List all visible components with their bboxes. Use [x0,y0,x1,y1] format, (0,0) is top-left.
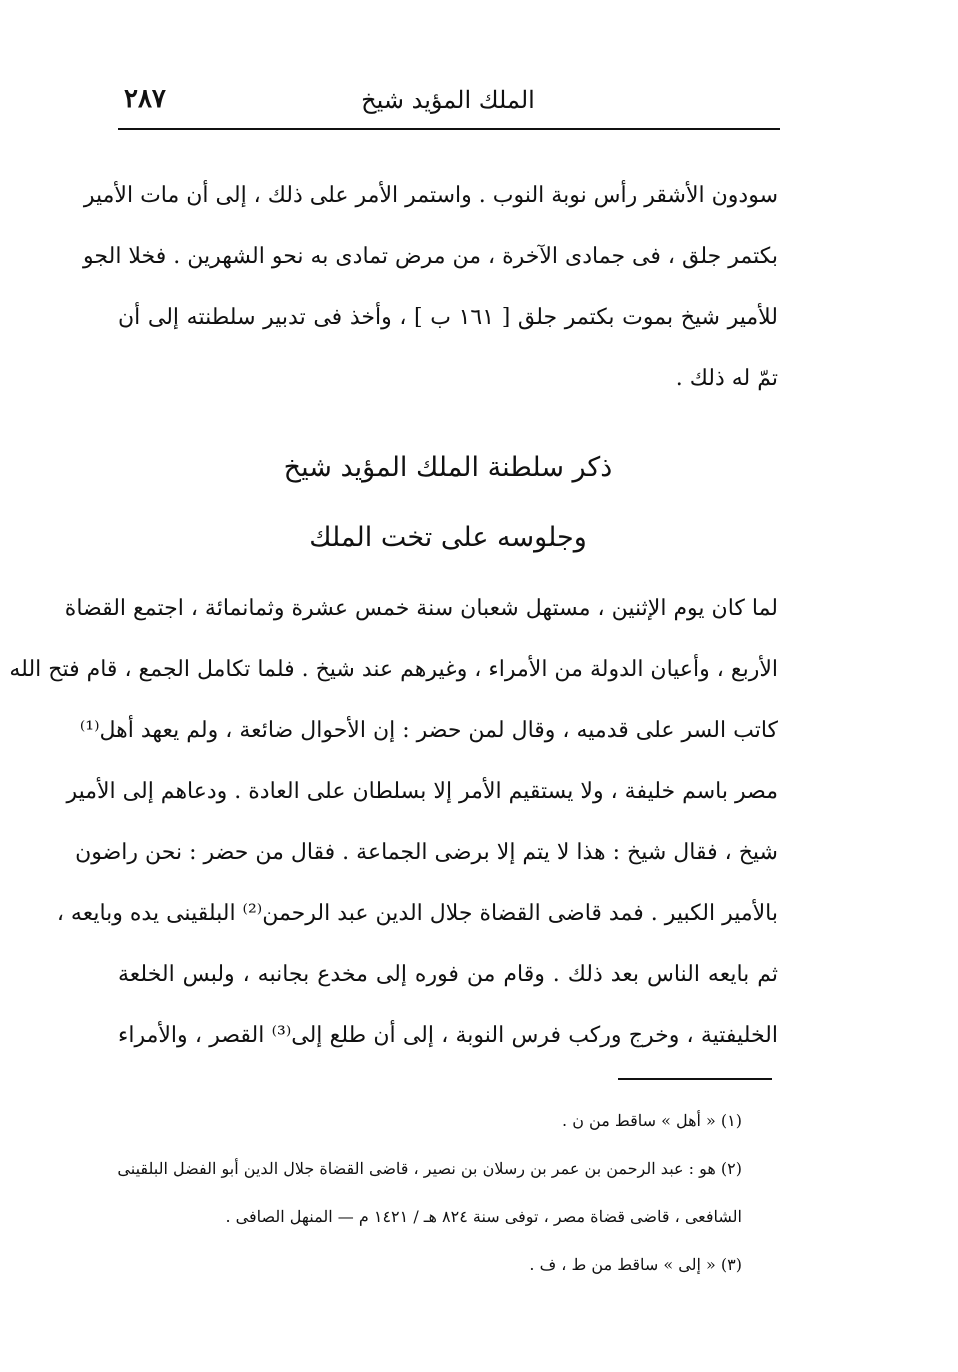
text-line: تمّ له ذلك . [675,366,778,391]
footnotes [118,1097,742,1289]
footnote-2-line-1: (٢) هو : عبد الرحمن بن عمر بن رسلان بن نصير ، قاضى القضاة جلال الدين أبو الفضل البلقينى [117,1159,742,1178]
text-line: بكتمر جلق ، فى جمادى الآخرة ، من مرض تمادى به نحو الشهرين . فخلا الجو [83,244,778,269]
paragraph-1 [83,165,778,409]
section-heading-line-1: ذكر سلطنة الملك المؤيد شيخ [283,452,613,483]
section-heading-line-2: وجلوسه على تخت الملك [309,522,587,553]
page-header [118,78,778,128]
text-line: شيخ ، فقال شيخ : هذا لا يتم إلا برضى الجماعة . فقال من حضر : نحن راضون [75,840,778,865]
text-line: بالأمير الكبير . فمد قاضى القضاة جلال الدين عبد الرحمن⁽²⁾ البلقينى يده وبايعه ، [56,901,778,926]
running-title: الملك المؤيد شيخ [361,86,535,114]
text-line: الأربع ، وأعيان الدولة من الأمراء ، وغيرهم عند شيخ . فلما تكامل الجمع ، قام فتح الله [9,657,778,682]
footnote-rule [618,1078,772,1080]
page-number: ٢٨٧ [124,84,166,114]
text-line: كاتب السر على قدميه ، وقال لمن حضر : إن الأحوال ضائعة ، ولم يعهد أهل⁽¹⁾ [79,718,778,743]
text-line: الخليفتية ، وخرج وركب فرس النوبة ، إلى أن طلع إلى⁽³⁾ القصر ، والأمراء [118,1023,778,1048]
text-line: للأمير شيخ بموت بكتمر جلق [ ١٦١ ب ] ، وأخذ فى تدبير سلطنته إلى أن [118,305,778,330]
text-line: مصر باسم خليفة ، ولا يستقيم الأمر إلا بسلطان على العادة . ودعاهم إلى الأمير [66,779,778,804]
text-line: ثم بايعه الناس بعد ذلك . وقام من فوره إلى مخدع بجانبه ، ولبس الخلعة [118,962,778,987]
text-line: سودون الأشقر رأس نوبة النوب . واستمر الأمر على ذلك ، إلى أن مات الأمير [83,183,778,208]
paragraph-2 [9,578,778,1066]
footnote-1: (١) « أهل » ساقط من ن . [562,1111,742,1130]
footnote-2-line-2: الشافعى ، قاضى قضاة مصر ، توفى سنة ٨٢٤ هـ / ١٤٢١ م — المنهل الصافى . [225,1207,742,1226]
header-rule [118,128,780,130]
text-line: لما كان يوم الإثنين ، مستهل شعبان سنة خمس عشرة وثمانمائة ، اجتمع القضاة [64,596,778,621]
footnote-3: (٣) « إلى » ساقط من ط ، ف . [529,1255,742,1274]
